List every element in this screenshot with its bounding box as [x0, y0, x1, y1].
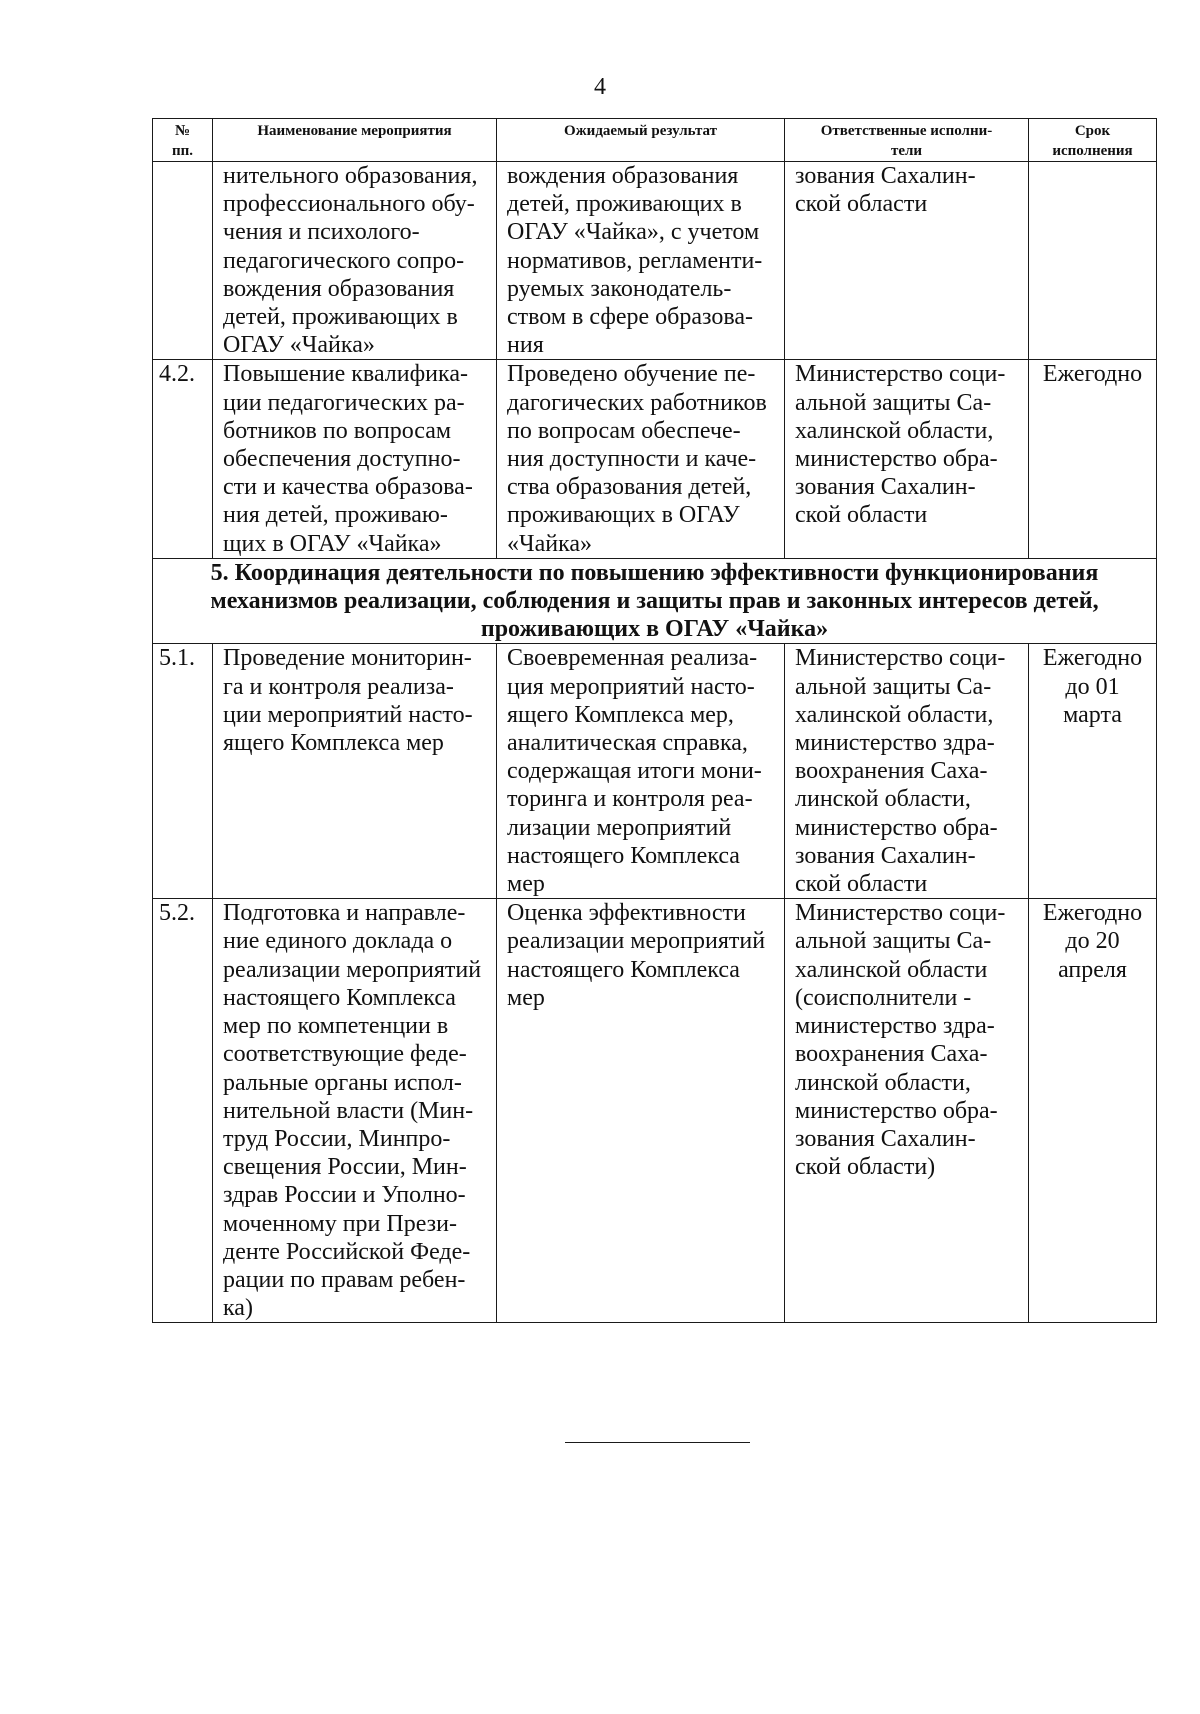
row-responsible	[785, 899, 1029, 1323]
text-line: апреля	[1058, 956, 1127, 983]
text-line: ние единого доклада о	[223, 928, 453, 955]
text-line: аналитическая справка,	[507, 730, 748, 757]
text-line: вождения образования	[223, 275, 455, 302]
text-line: дагогических работников	[507, 389, 767, 416]
text-line: проживающих в ОГАУ «Чайка»	[480, 616, 829, 643]
text-line: детей, проживающих в	[507, 191, 742, 218]
row-num	[153, 162, 213, 360]
text-line: вождения образования	[507, 163, 739, 189]
text-line: министерство здра-	[795, 1013, 995, 1040]
header-result	[497, 119, 785, 162]
text-line: исполнения	[1052, 143, 1133, 159]
row-result	[497, 899, 785, 1323]
text-line: халинской области,	[795, 417, 994, 444]
text-line: до 01	[1065, 673, 1120, 700]
text-line: 5.2.	[159, 900, 195, 927]
text-line: Министерство соци-	[795, 361, 1006, 388]
table-row	[153, 899, 1157, 1323]
text-line: воохранения Саха-	[795, 1041, 988, 1068]
table-row	[153, 644, 1157, 899]
text-line: Ежегодно	[1042, 900, 1143, 927]
text-line: денте Российской Феде-	[223, 1238, 471, 1265]
text-line: лизации мероприятий	[507, 814, 732, 841]
text-line: ции педагогических ра-	[223, 389, 465, 416]
text-line: Ответственные исполни-	[820, 123, 993, 139]
text-line: ской области	[795, 502, 928, 529]
text-line: ка)	[223, 1295, 253, 1322]
text-line: Повышение квалифика-	[223, 361, 468, 388]
text-line: 5. Координация деятельности по повышению эффективности функционирования	[210, 559, 1099, 586]
text-line: тели	[890, 143, 923, 159]
row-responsible	[785, 162, 1029, 360]
text-line: альной защиты Са-	[795, 673, 992, 700]
row-term	[1029, 899, 1157, 1323]
text-line: пп.	[171, 143, 194, 159]
page-number: 4	[594, 74, 606, 100]
row-name	[213, 360, 497, 558]
text-line: воохранения Саха-	[795, 758, 988, 785]
text-line: ской области	[795, 191, 928, 218]
header-term	[1029, 119, 1157, 162]
text-line: мер	[507, 871, 545, 898]
text-line: ния	[507, 332, 544, 359]
text-line: марта	[1063, 701, 1122, 728]
end-divider	[565, 1442, 750, 1443]
row-result	[497, 360, 785, 558]
row-name	[213, 162, 497, 360]
text-line: нительного образования,	[223, 163, 478, 189]
text-line: Своевременная реализа-	[507, 645, 758, 672]
row-num	[153, 899, 213, 1323]
text-line: по вопросам обеспече-	[507, 417, 741, 444]
text-line: свещения России, Мин-	[223, 1154, 467, 1181]
text-line: профессионального обу-	[223, 191, 475, 218]
text-line: «Чайка»	[507, 530, 593, 557]
row-name	[213, 644, 497, 899]
action-plan-table	[152, 118, 1157, 1323]
header-responsible	[785, 119, 1029, 162]
row-name	[213, 899, 497, 1323]
text-line: реализации мероприятий	[223, 956, 482, 983]
row-responsible	[785, 644, 1029, 899]
text-line: ской области)	[795, 1154, 936, 1181]
row-result	[497, 644, 785, 899]
row-term	[1029, 644, 1157, 899]
text-line: торинга и контроля реа-	[507, 786, 753, 813]
text-line: зования Сахалин-	[795, 474, 976, 501]
text-line: 4.2.	[159, 361, 195, 388]
text-line: зования Сахалин-	[795, 1125, 976, 1152]
row-result	[497, 162, 785, 360]
text-line: Проведение мониторин-	[223, 645, 472, 672]
text-line: ния детей, проживаю-	[223, 502, 448, 529]
text-line: линской области,	[795, 786, 971, 813]
text-line: здрав России и Уполно-	[223, 1182, 466, 1209]
text-line: министерство обра-	[795, 1097, 998, 1124]
section-row	[153, 558, 1157, 644]
text-line: настоящего Комплекса	[507, 842, 740, 869]
text-line: зования Сахалин-	[795, 163, 976, 189]
text-line: Ожидаемый результат	[563, 123, 718, 139]
text-line: Ежегодно	[1042, 361, 1143, 388]
text-line: Оценка эффективности	[507, 900, 746, 927]
text-line: ботников по вопросам	[223, 417, 452, 444]
text-line: №	[174, 123, 191, 139]
text-line: альной защиты Са-	[795, 389, 992, 416]
text-line: Проведено обучение пе-	[507, 361, 756, 388]
text-line: Ежегодно	[1042, 645, 1143, 672]
text-line: 5.1.	[159, 645, 195, 672]
text-line: ция мероприятий насто-	[507, 673, 755, 700]
text-line: механизмов реализации, соблюдения и защиты прав и законных интересов детей,	[210, 588, 1099, 615]
text-line: Подготовка и направле-	[223, 900, 466, 927]
text-line: га и контроля реализа-	[223, 673, 454, 700]
text-line: проживающих в ОГАУ	[507, 502, 740, 529]
text-line: (соисполнители -	[795, 984, 972, 1011]
text-line: линской области,	[795, 1069, 971, 1096]
text-line: министерство обра-	[795, 446, 998, 473]
text-line: реализации мероприятий	[507, 928, 766, 955]
text-line: ния доступности и каче-	[507, 446, 757, 473]
text-line: нительной власти (Мин-	[223, 1097, 474, 1124]
text-line: Наименование мероприятия	[257, 123, 452, 139]
text-line: педагогического сопро-	[223, 247, 465, 274]
text-line: ральные органы испол-	[223, 1069, 462, 1096]
text-line: труд России, Минпро-	[223, 1125, 451, 1152]
text-line: рации по правам ребен-	[223, 1266, 466, 1293]
text-line: ской области	[795, 871, 928, 898]
row-responsible	[785, 360, 1029, 558]
row-term	[1029, 162, 1157, 360]
text-line: Срок	[1074, 123, 1111, 139]
text-line: ции мероприятий насто-	[223, 701, 473, 728]
text-line: ящего Комплекса мер	[223, 730, 444, 757]
text-line: халинской области	[795, 956, 988, 983]
text-line: министерство здра-	[795, 730, 995, 757]
header-num	[153, 119, 213, 162]
text-line: нормативов, регламенти-	[507, 247, 763, 274]
text-line: настоящего Комплекса	[507, 956, 740, 983]
text-line: ством в сфере образова-	[507, 304, 754, 331]
text-line: халинской области,	[795, 701, 994, 728]
header-row	[153, 119, 1157, 162]
text-line: моченному при Прези-	[223, 1210, 457, 1237]
text-line: ОГАУ «Чайка», с учетом	[507, 219, 760, 246]
text-line: мер по компетенции в	[223, 1013, 449, 1040]
row-num	[153, 644, 213, 899]
text-line: ящего Комплекса мер,	[507, 701, 734, 728]
text-line: Министерство соци-	[795, 900, 1006, 927]
header-name	[213, 119, 497, 162]
text-line: зования Сахалин-	[795, 842, 976, 869]
row-num	[153, 360, 213, 558]
text-line: щих в ОГАУ «Чайка»	[223, 530, 442, 557]
table-row	[153, 162, 1157, 360]
text-line: до 20	[1065, 928, 1120, 955]
text-line: Министерство соци-	[795, 645, 1006, 672]
text-line: альной защиты Са-	[795, 928, 992, 955]
text-line: соответствующие феде-	[223, 1041, 467, 1068]
text-line: обеспечения доступно-	[223, 446, 461, 473]
text-line: детей, проживающих в	[223, 304, 458, 331]
text-line: министерство обра-	[795, 814, 998, 841]
row-term	[1029, 360, 1157, 558]
section-5-title	[153, 558, 1157, 644]
text-line: сти и качества образова-	[223, 474, 473, 501]
text-line: настоящего Комплекса	[223, 984, 456, 1011]
text-line: руемых законодатель-	[507, 275, 732, 302]
text-line: мер	[507, 984, 545, 1011]
text-line: содержащая итоги мони-	[507, 758, 762, 785]
text-line: ОГАУ «Чайка»	[223, 332, 375, 359]
text-line: ства образования детей,	[507, 474, 752, 501]
text-line: чения и психолого-	[223, 219, 420, 246]
table-row	[153, 360, 1157, 558]
